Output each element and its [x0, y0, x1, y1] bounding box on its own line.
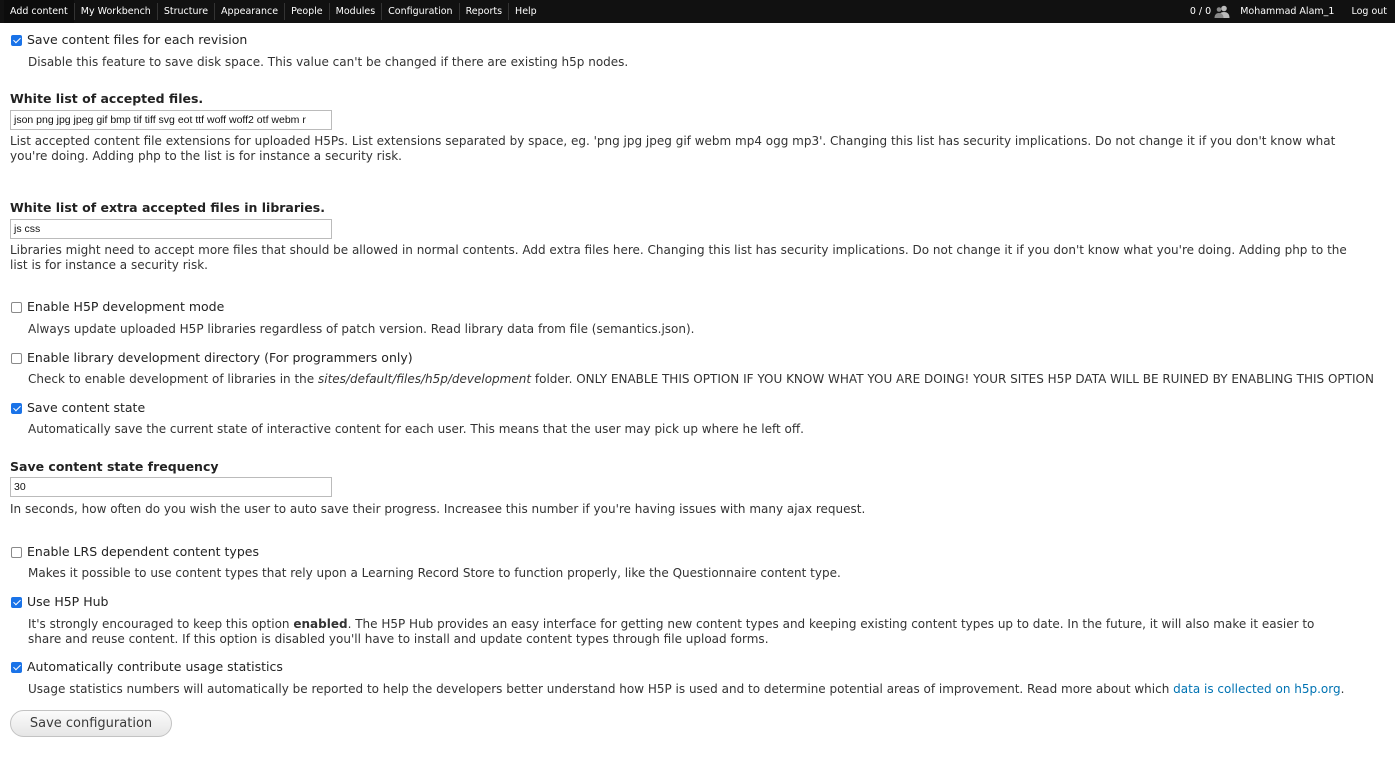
hub-desc-pre: It's strongly encouraged to keep this option	[28, 617, 294, 631]
state-frequency-description: In seconds, how often do you wish the user to auto save their progress. Increasee this number if you're having issues with many ajax request.	[10, 502, 866, 516]
save-revision-checkbox[interactable]	[11, 35, 22, 46]
dev-directory-path: sites/default/files/h5p/development	[318, 372, 532, 386]
stats-description	[28, 682, 1344, 697]
dev-directory-desc-post: folder. ONLY ENABLE THIS OPTION IF YOU KNOW WHAT YOU ARE DOING! YOUR SITES H5P DATA WILL BE RUINED BY ENABLING THIS OPTION	[531, 372, 1374, 386]
state-frequency-label: Save content state frequency	[10, 459, 219, 474]
whitelist-libraries-label: White list of extra accepted files in libraries.	[10, 200, 325, 215]
dev-mode-checkbox[interactable]	[11, 302, 22, 313]
toolbar-user-area	[1190, 0, 1387, 23]
hub-desc-post: . The H5P Hub provides an easy interface for getting new content types and keeping existing content types up to date. In the future, it will also make it easier to share and reuse content. If this option is disabled you'll have to install and update content types through file upload forms.	[28, 617, 1315, 646]
save-configuration-button[interactable]: Save configuration	[10, 710, 172, 737]
lrs-checkbox[interactable]	[11, 547, 22, 558]
dev-mode-label: Enable H5P development mode	[27, 299, 225, 314]
hub-description	[28, 617, 1348, 647]
state-frequency-input[interactable]: 30	[10, 477, 332, 497]
stats-desc-post: .	[1340, 682, 1345, 696]
dev-directory-label: Enable library development directory (For programmers only)	[27, 350, 413, 365]
stats-checkbox[interactable]	[11, 662, 22, 673]
stats-desc-pre: Usage statistics numbers will automatically be reported to help the developers better understand how H5P is used and to determine potential areas of improvement. Read more about which	[28, 682, 1174, 696]
hub-desc-strong: enabled	[293, 617, 348, 631]
toolbar-help[interactable]: Help	[515, 6, 537, 17]
dev-directory-description	[28, 372, 1374, 387]
toolbar-modules[interactable]: Modules	[335, 6, 376, 17]
lrs-description: Makes it possible to use content types that rely upon a Learning Record Store to function properly, like the Questionnaire content type.	[28, 566, 841, 580]
whitelist-label: White list of accepted files.	[10, 91, 204, 106]
whitelist-description: List accepted content file extensions for uploaded H5Ps. List extensions separated by space, eg. 'png jpg jpeg gif webm mp4 ogg mp3'. Changing this list has security implications. Do not change it if you don't know what you're doing. Adding php to the list is for instance a security risk.	[10, 134, 1336, 163]
toolbar-structure[interactable]: Structure	[163, 6, 209, 17]
dev-directory-desc-pre: Check to enable development of libraries in the	[28, 372, 318, 386]
whitelist-libraries-description: Libraries might need to accept more files that should be allowed in normal contents. Add extra files here. Changing this list has security implications. Do not change it if you don't know what you're doing. Adding php to the list is for instance a security risk.	[10, 243, 1347, 272]
toolbar-configuration[interactable]: Configuration	[388, 6, 453, 17]
save-revision-description: Disable this feature to save disk space. This value can't be changed if there are existing h5p nodes.	[28, 55, 629, 69]
stats-label: Automatically contribute usage statistics	[27, 659, 283, 674]
save-state-label: Save content state	[27, 400, 146, 415]
lrs-label: Enable LRS dependent content types	[27, 544, 259, 559]
data-collected-link[interactable]: data is collected on h5p.org	[1173, 682, 1341, 696]
hub-label: Use H5P Hub	[27, 594, 109, 609]
logout-link[interactable]: Log out	[1351, 6, 1387, 17]
toolbar-menu	[4, 0, 543, 23]
dev-mode-description: Always update uploaded H5P libraries regardless of patch version. Read library data from file (semantics.json).	[28, 322, 695, 336]
hub-checkbox[interactable]	[11, 597, 22, 608]
save-state-description: Automatically save the current state of interactive content for each user. This means that the user may pick up where he left off.	[28, 422, 804, 436]
users-icon[interactable]	[1214, 5, 1230, 18]
toolbar-my-workbench[interactable]: My Workbench	[80, 6, 151, 17]
save-revision-label: Save content files for each revision	[27, 32, 248, 47]
dev-directory-checkbox[interactable]	[11, 353, 22, 364]
toolbar-add-content[interactable]: Add content	[4, 0, 74, 23]
toolbar-people[interactable]: People	[291, 6, 323, 17]
save-state-checkbox[interactable]	[11, 403, 22, 414]
whitelist-input[interactable]: json png jpg jpeg gif bmp tif tiff svg eot ttf woff woff2 otf webm r	[10, 110, 332, 130]
user-counter[interactable]: 0 / 0	[1189, 6, 1212, 17]
user-account-link[interactable]: Mohammad Alam_1	[1240, 6, 1335, 17]
toolbar-reports[interactable]: Reports	[465, 6, 503, 17]
admin-toolbar	[0, 0, 1395, 23]
toolbar-appearance[interactable]: Appearance	[221, 6, 279, 17]
whitelist-libraries-input[interactable]: js css	[10, 219, 332, 239]
